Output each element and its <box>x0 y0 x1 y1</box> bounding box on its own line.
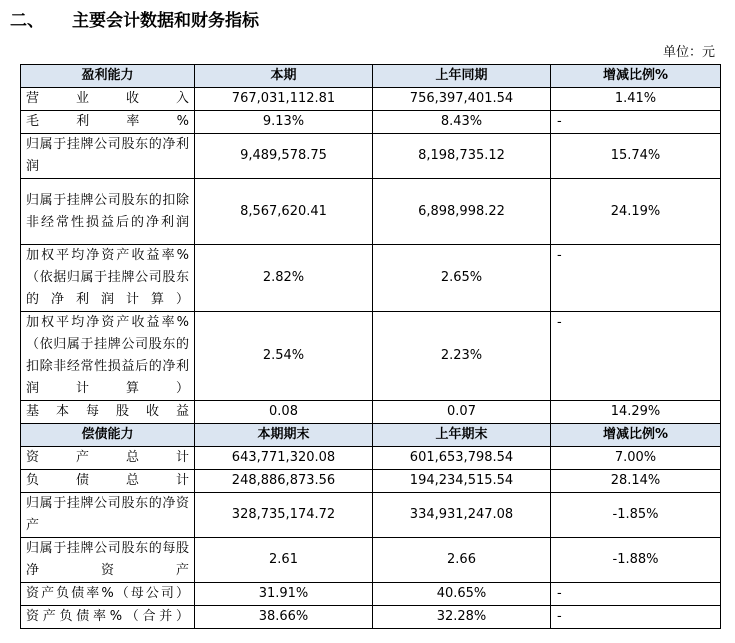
change-percent: -1.85% <box>551 493 721 538</box>
current-value: 31.91% <box>195 583 373 606</box>
change-percent: 14.29% <box>551 401 721 424</box>
table-body <box>21 65 721 629</box>
table-row <box>21 447 721 470</box>
row-label: 归属于挂牌公司股东的每股净资产 <box>21 538 195 583</box>
current-value: 0.08 <box>195 401 373 424</box>
previous-value: 8,198,735.12 <box>373 134 551 179</box>
solvency-header-change: 增减比例% <box>551 424 721 447</box>
table-row <box>21 493 721 538</box>
row-label: 加权平均净资产收益率%（依归属于挂牌公司股东的扣除非经常性损益后的净利润计算） <box>21 312 195 401</box>
row-label: 负债总计 <box>21 470 195 493</box>
row-label: 归属于挂牌公司股东的扣除非经常性损益后的净利润 <box>21 179 195 245</box>
table-row <box>21 111 721 134</box>
solvency-header-previous: 上年期末 <box>373 424 551 447</box>
previous-value: 194,234,515.54 <box>373 470 551 493</box>
solvency-header-category: 偿债能力 <box>21 424 195 447</box>
change-percent: - <box>551 583 721 606</box>
change-percent: -1.88% <box>551 538 721 583</box>
table-row <box>21 538 721 583</box>
row-label: 加权平均净资产收益率%（依据归属于挂牌公司股东的净利润计算） <box>21 245 195 312</box>
table-row <box>21 134 721 179</box>
section-title: 主要会计数据和财务指标 <box>72 11 259 31</box>
section-heading <box>10 6 259 31</box>
previous-value: 0.07 <box>373 401 551 424</box>
profitability-header-change: 增减比例% <box>551 65 721 88</box>
previous-value: 756,397,401.54 <box>373 88 551 111</box>
table-row <box>21 312 721 401</box>
profitability-header-previous: 上年同期 <box>373 65 551 88</box>
change-percent: 1.41% <box>551 88 721 111</box>
table-row <box>21 470 721 493</box>
section-number: 二、 <box>10 11 44 31</box>
current-value: 328,735,174.72 <box>195 493 373 538</box>
profitability-header-current: 本期 <box>195 65 373 88</box>
previous-value: 6,898,998.22 <box>373 179 551 245</box>
change-percent: 7.00% <box>551 447 721 470</box>
row-label: 资产负债率%（合并） <box>21 606 195 629</box>
current-value: 767,031,112.81 <box>195 88 373 111</box>
previous-value: 601,653,798.54 <box>373 447 551 470</box>
row-label: 资产负债率%（母公司） <box>21 583 195 606</box>
previous-value: 2.66 <box>373 538 551 583</box>
current-value: 9.13% <box>195 111 373 134</box>
table-row <box>21 583 721 606</box>
change-percent: 28.14% <box>551 470 721 493</box>
change-percent: - <box>551 312 721 401</box>
change-percent: - <box>551 245 721 312</box>
previous-value: 32.28% <box>373 606 551 629</box>
current-value: 38.66% <box>195 606 373 629</box>
previous-value: 8.43% <box>373 111 551 134</box>
current-value: 2.82% <box>195 245 373 312</box>
table-row <box>21 179 721 245</box>
current-value: 643,771,320.08 <box>195 447 373 470</box>
profitability-header-row <box>21 65 721 88</box>
change-percent: - <box>551 606 721 629</box>
current-value: 248,886,873.56 <box>195 470 373 493</box>
table-row <box>21 245 721 312</box>
current-value: 9,489,578.75 <box>195 134 373 179</box>
change-percent: 15.74% <box>551 134 721 179</box>
row-label: 归属于挂牌公司股东的净资产 <box>21 493 195 538</box>
financial-indicators-table <box>20 64 721 629</box>
current-value: 2.54% <box>195 312 373 401</box>
previous-value: 334,931,247.08 <box>373 493 551 538</box>
change-percent: - <box>551 111 721 134</box>
change-percent: 24.19% <box>551 179 721 245</box>
previous-value: 2.23% <box>373 312 551 401</box>
profitability-header-category: 盈利能力 <box>21 65 195 88</box>
table-row <box>21 88 721 111</box>
row-label: 基本每股收益 <box>21 401 195 424</box>
previous-value: 2.65% <box>373 245 551 312</box>
unit-label: 单位：元 <box>662 45 715 60</box>
row-label: 营业收入 <box>21 88 195 111</box>
solvency-header-current: 本期期末 <box>195 424 373 447</box>
previous-value: 40.65% <box>373 583 551 606</box>
solvency-header-row <box>21 424 721 447</box>
table-row <box>21 606 721 629</box>
row-label: 资产总计 <box>21 447 195 470</box>
row-label: 毛利率% <box>21 111 195 134</box>
current-value: 2.61 <box>195 538 373 583</box>
row-label: 归属于挂牌公司股东的净利润 <box>21 134 195 179</box>
table-row <box>21 401 721 424</box>
current-value: 8,567,620.41 <box>195 179 373 245</box>
